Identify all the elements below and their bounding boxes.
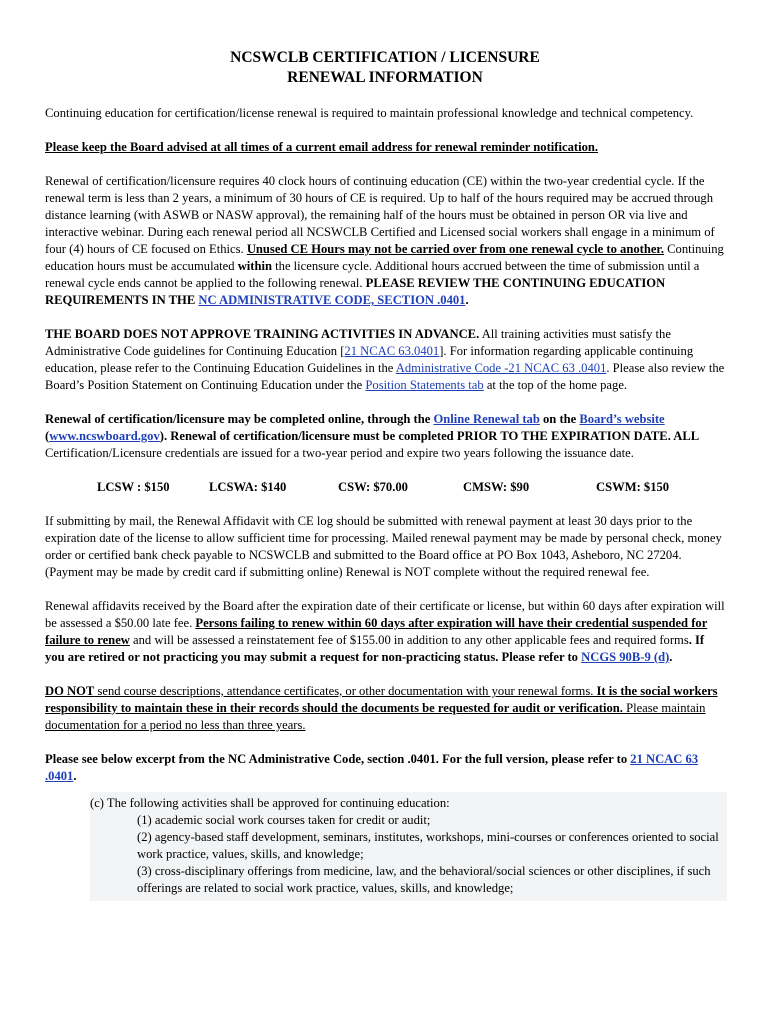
online-text-3: ( (45, 429, 50, 443)
page-title (45, 48, 725, 88)
late-text-2: and will be assessed a reinstatement fee of $155.00 in addition to any other applicable fees and required forms (129, 633, 689, 647)
suspension-warning: Persons failing to renew within 60 days after expiration will have their credential suspended for failure to renew (45, 616, 708, 647)
renewal-requirements-paragraph (45, 173, 725, 309)
excerpt-item: (2) agency-based staff development, seminars, institutes, workshops, mini-courses or conferences oriented to social work practice, values, skills, and knowledge; (137, 830, 719, 861)
renewal-text-2: Continuing education hours must be accumulated (45, 242, 724, 273)
online-text-5: Certification/Licensure credentials are issued for a two-year period and expire two years following the issuance date. (45, 446, 634, 460)
do-not-emphasis: DO NOT (45, 684, 95, 698)
review-requirements-text: PLEASE REVIEW THE CONTINUING EDUCATION REQUIREMENTS IN THE (45, 276, 666, 307)
approval-text-4: at the top of the home page. (483, 378, 628, 392)
fee-lcsw: LCSW : $150 (97, 480, 170, 494)
approval-text-2: ]. For information regarding applicable continuing education, please refer to the Continuing Education Guidelines in the (45, 344, 694, 375)
online-renewal-paragraph (45, 411, 725, 462)
excerpt-lead: (c) The following activities shall be approved for continuing education: (90, 796, 450, 810)
fee-cmsw: CMSW: $90 (463, 480, 530, 494)
excerpt-note-end: . (73, 769, 77, 783)
records-text-1: send course descriptions, attendance certificates, or other documentation with your renewal forms. (94, 684, 597, 698)
online-renewal-link[interactable]: Online Renewal tab (433, 412, 540, 426)
late-fee-paragraph (45, 598, 725, 666)
records-paragraph (45, 683, 725, 734)
late-end: . (669, 650, 673, 664)
admin-code-guidelines-link[interactable]: Administrative Code -21 NCAC 63 .0401 (395, 361, 607, 375)
renewal-end: . (465, 293, 469, 307)
approval-paragraph (45, 326, 725, 394)
no-advance-approval-heading: THE BOARD DOES NOT APPROVE TRAINING ACTIVITIES IN ADVANCE. (45, 327, 480, 341)
excerpt-item: (3) cross-disciplinary offerings from medicine, law, and the behavioral/social sciences or other disciplines, if such offerings are related to social work practice, values, skills, and knowledge; (137, 864, 711, 895)
online-text-4: ). Renewal of certification/licensure must be completed PRIOR TO THE EXPIRATION DATE. ALL (159, 429, 700, 443)
unused-hours-warning: Unused CE Hours may not be carried over from one renewal cycle to another. (246, 242, 664, 256)
document-page (45, 48, 725, 901)
title-line-2: RENEWAL INFORMATION (287, 69, 483, 86)
non-practicing-text: . If you are retired or not practicing you may submit a request for non-practicing status. Please refer to (45, 633, 705, 664)
excerpt-note-text: Please see below excerpt from the NC Administrative Code, section .0401. For the full version, please refer to (45, 752, 631, 766)
boards-website-link[interactable]: Board’s website (579, 412, 665, 426)
mail-submission-paragraph: If submitting by mail, the Renewal Affidavit with CE log should be submitted with renewal payment at least 30 days prior to the expiration date of the license to allow sufficient time for processing. Mailed renewal payment may be made by personal check, money order or certified bank check payable to NCSWCLB and submitted to the Board office at PO Box 1043, Asheboro, NC 27204. (Payment may be made by credit card if submitting online) Renewal is NOT complete without the required renewal fee. (45, 514, 722, 579)
approval-text-1: All training activities must satisfy the Administrative Code guidelines for Continuing Education [ (45, 327, 671, 358)
fee-schedule (45, 479, 725, 496)
fee-cswm: CSWM: $150 (596, 480, 670, 494)
approval-text-3: . Please also review the Board’s Position Statement on Continuing Education under the (45, 361, 725, 392)
excerpt-item: (1) academic social work courses taken for credit or audit; (137, 813, 431, 827)
records-text-2: Please maintain documentation for a period no less than three years. (45, 701, 706, 732)
online-text-1: Renewal of certification/licensure may be completed online, through the (45, 412, 434, 426)
records-responsibility: It is the social workers responsibility to maintain these in their records should the documents be requested for audit or verification. (45, 684, 718, 715)
admin-code-excerpt (90, 792, 727, 901)
ncac-0401-link[interactable]: 21 NCAC 63.0401 (344, 344, 440, 358)
position-statements-link[interactable]: Position Statements tab (365, 378, 484, 392)
fee-lcswa: LCSWA: $140 (209, 480, 287, 494)
intro-paragraph: Continuing education for certification/license renewal is required to maintain professional knowledge and technical competency. (45, 106, 694, 120)
ncgs-90b-9-link[interactable]: NCGS 90B-9 (d) (581, 650, 670, 664)
renewal-text-1: Renewal of certification/licensure requires 40 clock hours of continuing education (CE) within the two-year credential cycle. If the renewal term is less than 2 years, a minimum of 30 hours of CE is required. Up to half of the hours required may be accrued through distance learning (with ASWB or NASW approval), the remaining half of the hours must be obtained in person OR via live and interactive webinar. During each renewal period all NCSWCLB Certified and Licensed social workers shall engage in a minimum of four (4) hours of CE focused on Ethics. (45, 174, 715, 256)
within-emphasis: within (237, 259, 272, 273)
email-notice: Please keep the Board advised at all times of a current email address for renewal reminder notification. (45, 140, 599, 154)
fee-csw: CSW: $70.00 (338, 480, 408, 494)
excerpt-note-paragraph (45, 751, 725, 785)
title-line-1: NCSWCLB CERTIFICATION / LICENSURE (230, 49, 540, 66)
late-text-1: Renewal affidavits received by the Board after the expiration date of their certificate or license, but within 60 days after expiration will be assessed a $50.00 late fee. (45, 599, 725, 630)
online-text-2: on the (539, 412, 580, 426)
renewal-text-3: the licensure cycle. Additional hours accrued between the time of submission until a renewal cycle ends cannot be applied to the following renewal. (45, 259, 700, 290)
ncac-full-version-link[interactable]: 21 NCAC 63 .0401 (45, 752, 699, 783)
ncswboard-url-link[interactable]: www.ncswboard.gov (49, 429, 160, 443)
nc-admin-code-link[interactable]: NC ADMINISTRATIVE CODE, SECTION .0401 (198, 293, 466, 307)
